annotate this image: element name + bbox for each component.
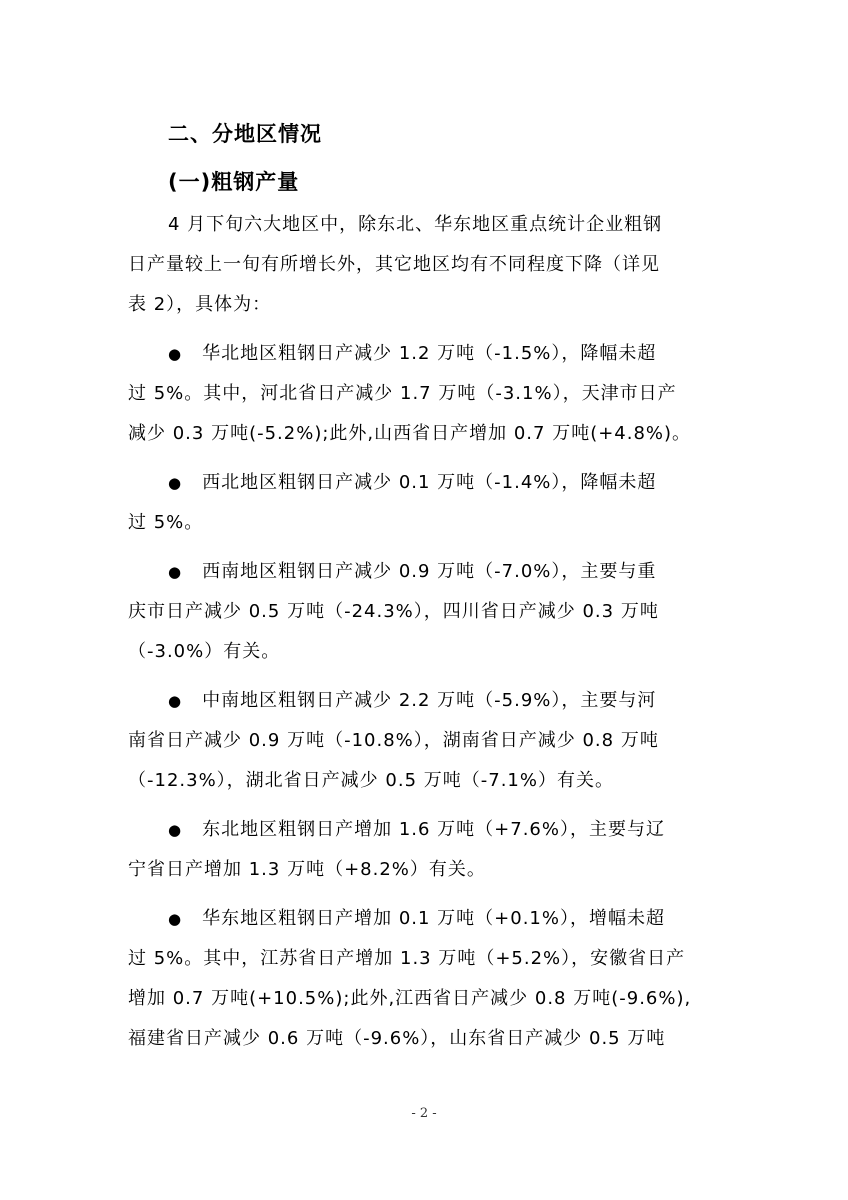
text-line bbox=[128, 334, 724, 374]
bullet-icon: ● bbox=[168, 474, 183, 492]
text-line bbox=[128, 552, 724, 592]
text-line bbox=[128, 463, 724, 503]
bullet-icon: ● bbox=[168, 692, 183, 710]
bullet-icon: ● bbox=[168, 910, 183, 928]
text-line: 福建省日产减少 0.6 万吨（-9.6%），山东省日产减少 0.5 万吨 bbox=[128, 1028, 666, 1049]
text-line: （-12.3%），湖北省日产减少 0.5 万吨（-7.1%）有关。 bbox=[128, 770, 614, 791]
text-line: 过 5%。其中，河北省日产减少 1.7 万吨（-3.1%），天津市日产 bbox=[128, 383, 677, 404]
text-line bbox=[128, 810, 724, 850]
text-line: 增加 0.7 万吨(+10.5%);此外,江西省日产减少 0.8 万吨(-9.6%), bbox=[128, 988, 692, 1009]
bullet-line-text: 中南地区粗钢日产减少 2.2 万吨（-5.9%），主要与河 bbox=[202, 690, 657, 711]
text-line: 减少 0.3 万吨(-5.2%);此外,山西省日产增加 0.7 万吨(+4.8%)。 bbox=[128, 423, 692, 444]
bullet-line-text: 华东地区粗钢日产增加 0.1 万吨（+0.1%），增幅未超 bbox=[202, 908, 665, 929]
text-line: 日产量较上一旬有所增长外，其它地区均有不同程度下降（详见 bbox=[128, 254, 660, 275]
bullet-icon: ● bbox=[168, 821, 183, 839]
page-number: - 2 - bbox=[411, 1106, 437, 1121]
bullet-icon: ● bbox=[168, 563, 183, 581]
text-line: 过 5%。其中，江苏省日产增加 1.3 万吨（+5.2%），安徽省日产 bbox=[128, 948, 686, 969]
bullet-paragraph bbox=[128, 463, 724, 543]
text-line bbox=[128, 681, 724, 721]
text-line: 宁省日产增加 1.3 万吨（+8.2%）有关。 bbox=[128, 859, 486, 880]
text-line: 过 5%。 bbox=[128, 512, 204, 533]
bullet-paragraph bbox=[128, 899, 724, 1059]
text-line: 庆市日产减少 0.5 万吨（-24.3%），四川省日产减少 0.3 万吨 bbox=[128, 601, 659, 622]
section-heading: 二、分地区情况 bbox=[168, 122, 322, 146]
text-line: 表 2），具体为： bbox=[128, 294, 272, 315]
bullet-line-text: 西北地区粗钢日产减少 0.1 万吨（-1.4%），降幅未超 bbox=[202, 472, 657, 493]
text-line: 4 月下旬六大地区中，除东北、华东地区重点统计企业粗钢 bbox=[168, 214, 663, 235]
bullet-icon: ● bbox=[168, 345, 183, 363]
bullet-line-text: 东北地区粗钢日产增加 1.6 万吨（+7.6%），主要与辽 bbox=[202, 819, 665, 840]
bullet-paragraph bbox=[128, 552, 724, 672]
text-line bbox=[128, 899, 724, 939]
text-line: （-3.0%）有关。 bbox=[128, 641, 281, 662]
subsection-heading: (一)粗钢产量 bbox=[168, 170, 300, 194]
bullet-paragraph bbox=[128, 810, 724, 890]
body-text bbox=[128, 205, 724, 1068]
bullet-paragraph bbox=[128, 681, 724, 801]
text-line: 南省日产减少 0.9 万吨（-10.8%），湖南省日产减少 0.8 万吨 bbox=[128, 730, 659, 751]
bullet-line-text: 华北地区粗钢日产减少 1.2 万吨（-1.5%），降幅未超 bbox=[202, 343, 657, 364]
bullet-line-text: 西南地区粗钢日产减少 0.9 万吨（-7.0%），主要与重 bbox=[202, 561, 657, 582]
bullet-paragraph bbox=[128, 334, 724, 454]
intro-paragraph bbox=[128, 205, 724, 325]
